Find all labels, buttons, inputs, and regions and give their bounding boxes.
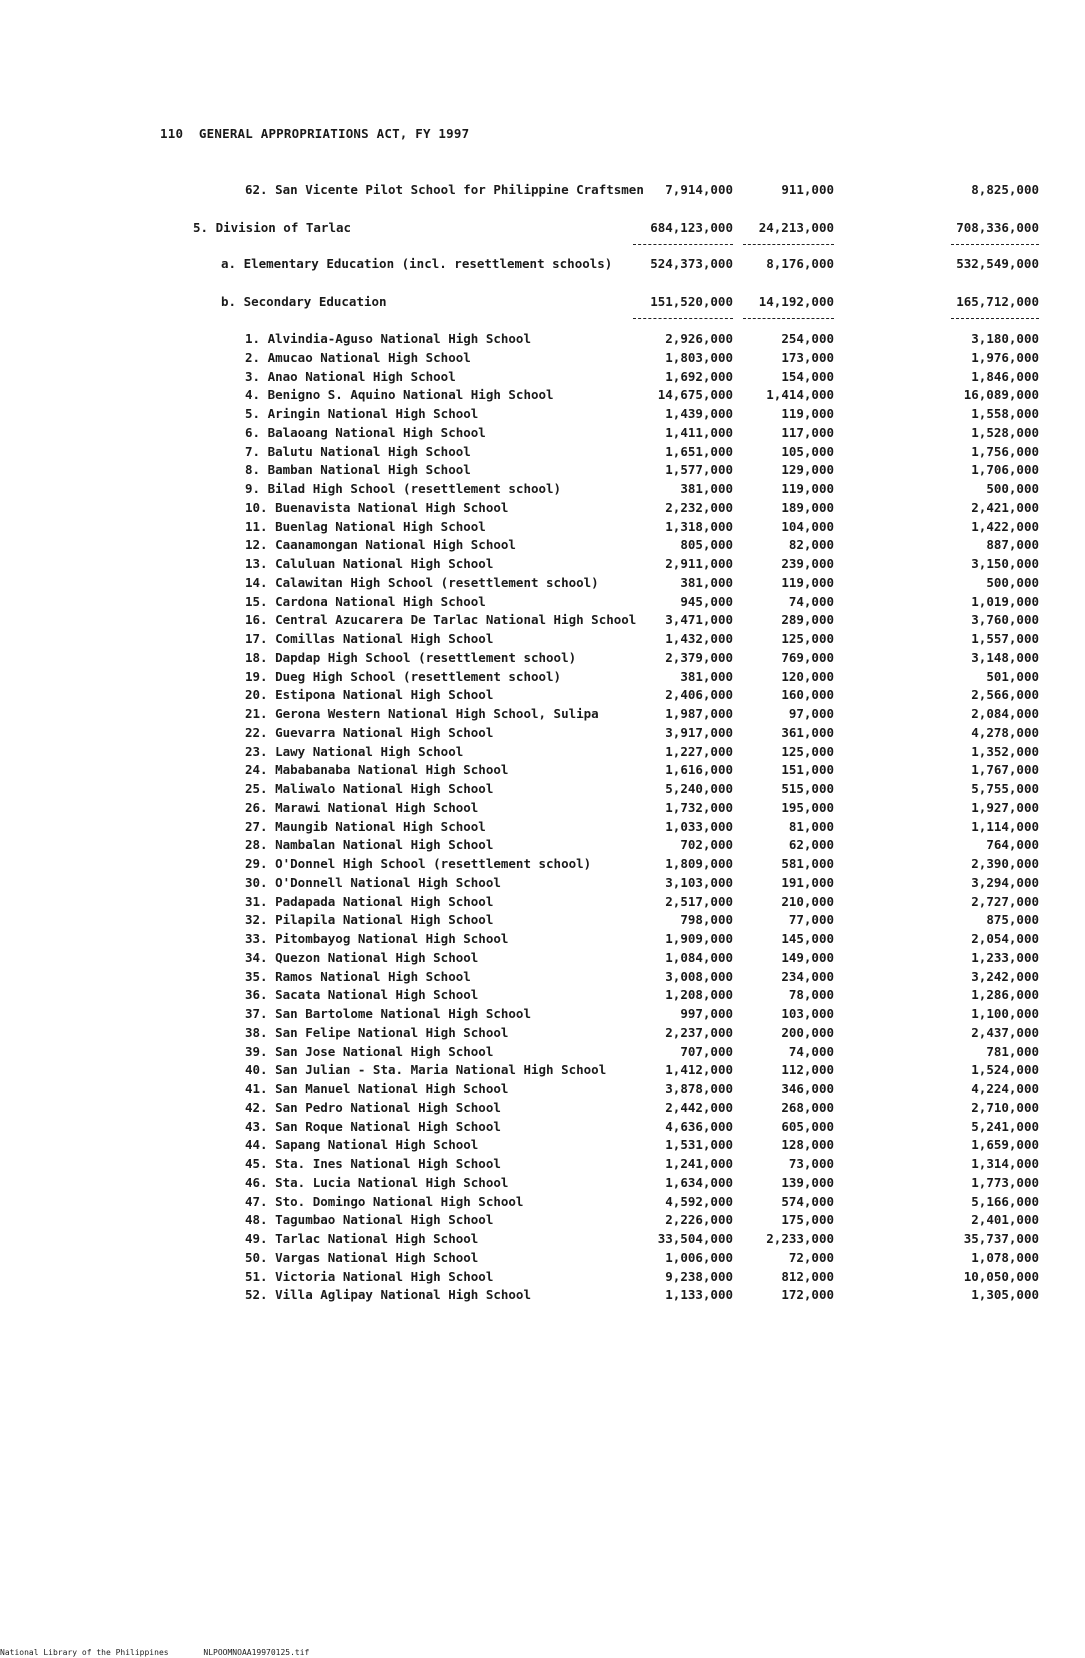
footer-file-id: NLPOOMNOAA19970125.tif bbox=[203, 1648, 310, 1657]
school-col3: 1,773,000 bbox=[971, 1174, 1039, 1190]
school-col3: 3,148,000 bbox=[971, 649, 1039, 665]
school-col1: 1,084,000 bbox=[665, 949, 733, 965]
school-col1: 1,133,000 bbox=[665, 1287, 733, 1303]
school-row bbox=[0, 462, 1085, 480]
school-col1: 798,000 bbox=[680, 912, 733, 928]
school-col1: 2,237,000 bbox=[665, 1024, 733, 1040]
secondary-row bbox=[0, 294, 1085, 312]
school-col3: 1,767,000 bbox=[971, 762, 1039, 778]
school-row bbox=[0, 631, 1085, 649]
school-label: 49. Tarlac National High School bbox=[245, 1231, 479, 1246]
school-col2: 289,000 bbox=[781, 612, 834, 628]
school-col3: 764,000 bbox=[986, 837, 1039, 853]
school-col2: 200,000 bbox=[781, 1024, 834, 1040]
school-col3: 10,050,000 bbox=[963, 1268, 1039, 1284]
school-col3: 1,100,000 bbox=[971, 1006, 1039, 1021]
school-col2: 234,000 bbox=[781, 968, 834, 984]
school-col3: 1,659,000 bbox=[971, 1137, 1039, 1153]
school-row bbox=[0, 762, 1085, 780]
elementary-row bbox=[0, 256, 1085, 274]
school-col1: 702,000 bbox=[680, 837, 733, 853]
school-col2: 125,000 bbox=[781, 631, 834, 646]
school-col1: 1,208,000 bbox=[665, 987, 733, 1003]
division-col2: 24,213,000 bbox=[758, 220, 834, 235]
school-row bbox=[0, 1062, 1085, 1080]
division-col3: 708,336,000 bbox=[956, 220, 1039, 235]
school-col1: 945,000 bbox=[680, 593, 733, 609]
school-label: 13. Caluluan National High School bbox=[245, 556, 494, 571]
school-col2: 361,000 bbox=[781, 724, 834, 740]
school-col1: 1,241,000 bbox=[665, 1156, 733, 1171]
school-label: 46. Sta. Lucia National High School bbox=[245, 1174, 509, 1190]
school-col3: 16,089,000 bbox=[963, 387, 1039, 403]
school-row bbox=[0, 350, 1085, 368]
school-col3: 2,084,000 bbox=[971, 706, 1039, 721]
school-label: 48. Tagumbao National High School bbox=[245, 1212, 494, 1228]
school-col2: 195,000 bbox=[781, 799, 834, 815]
school-label: 47. Sto. Domingo National High School bbox=[245, 1193, 524, 1209]
school-label: 31. Padapada National High School bbox=[245, 893, 494, 909]
school-col1: 707,000 bbox=[680, 1043, 733, 1059]
school-row bbox=[0, 744, 1085, 762]
school-label: 24. Mababanaba National High School bbox=[245, 762, 509, 778]
school-label: 20. Estipona National High School bbox=[245, 687, 494, 703]
school-col3: 5,755,000 bbox=[971, 781, 1039, 796]
school-col1: 1,439,000 bbox=[665, 406, 733, 421]
school-col3: 2,421,000 bbox=[971, 499, 1039, 515]
school-col1: 1,634,000 bbox=[665, 1174, 733, 1190]
school-row bbox=[0, 1119, 1085, 1137]
school-row bbox=[0, 519, 1085, 537]
school-col1: 2,442,000 bbox=[665, 1099, 733, 1115]
school-label: 10. Buenavista National High School bbox=[245, 499, 509, 515]
school-row bbox=[0, 594, 1085, 612]
school-col1: 1,227,000 bbox=[665, 743, 733, 759]
school-label: 27. Maungib National High School bbox=[245, 818, 486, 834]
school-label: 51. Victoria National High School bbox=[245, 1268, 494, 1284]
school-label: 33. Pitombayog National High School bbox=[245, 931, 509, 946]
school-col2: 1,414,000 bbox=[766, 387, 834, 403]
school-col2: 62,000 bbox=[788, 837, 834, 853]
school-row bbox=[0, 1025, 1085, 1043]
school-col3: 1,524,000 bbox=[971, 1062, 1039, 1078]
school-row bbox=[0, 1156, 1085, 1174]
school-col1: 2,517,000 bbox=[665, 893, 733, 909]
school-row bbox=[0, 706, 1085, 724]
secondary-col3: 165,712,000 bbox=[956, 294, 1039, 309]
school-col3: 3,760,000 bbox=[971, 612, 1039, 628]
school-label: 5. Aringin National High School bbox=[245, 406, 479, 421]
school-col2: 77,000 bbox=[788, 912, 834, 928]
school-row bbox=[0, 669, 1085, 687]
school-col1: 14,675,000 bbox=[657, 387, 733, 403]
school-label: 36. Sacata National High School bbox=[245, 987, 479, 1003]
school-col3: 1,927,000 bbox=[971, 799, 1039, 815]
school-label: 9. Bilad High School (resettlement school) bbox=[245, 481, 562, 496]
school-col3: 1,528,000 bbox=[971, 424, 1039, 440]
school-col3: 3,242,000 bbox=[971, 968, 1039, 984]
school-col1: 1,411,000 bbox=[665, 424, 733, 440]
school-col3: 5,241,000 bbox=[971, 1118, 1039, 1134]
school-col1: 33,504,000 bbox=[657, 1231, 733, 1246]
school-col3: 1,019,000 bbox=[971, 593, 1039, 609]
school-col1: 997,000 bbox=[680, 1006, 733, 1021]
school-col1: 1,318,000 bbox=[665, 518, 733, 534]
school-col3: 4,224,000 bbox=[971, 1081, 1039, 1096]
school-row bbox=[0, 556, 1085, 574]
elementary-label: a. Elementary Education (incl. resettlement schools) bbox=[221, 256, 613, 271]
school-col1: 9,238,000 bbox=[665, 1268, 733, 1284]
school-col2: 581,000 bbox=[781, 856, 834, 871]
school-row bbox=[0, 819, 1085, 837]
school-col1: 1,577,000 bbox=[665, 462, 733, 478]
school-col3: 500,000 bbox=[986, 481, 1039, 496]
school-col3: 3,180,000 bbox=[971, 331, 1039, 346]
school-col3: 875,000 bbox=[986, 912, 1039, 928]
school-col3: 1,558,000 bbox=[971, 406, 1039, 421]
school-col3: 1,314,000 bbox=[971, 1156, 1039, 1171]
school-col1: 3,878,000 bbox=[665, 1081, 733, 1096]
school-label: 23. Lawy National High School bbox=[245, 743, 464, 759]
school-col1: 2,926,000 bbox=[665, 331, 733, 346]
school-label: 12. Caanamongan National High School bbox=[245, 537, 516, 553]
school-row bbox=[0, 912, 1085, 930]
school-col3: 2,437,000 bbox=[971, 1024, 1039, 1040]
school-col1: 1,432,000 bbox=[665, 631, 733, 646]
school-col2: 173,000 bbox=[781, 349, 834, 365]
school-col1: 1,809,000 bbox=[665, 856, 733, 871]
school-col3: 5,166,000 bbox=[971, 1193, 1039, 1209]
school-col3: 1,706,000 bbox=[971, 462, 1039, 478]
school-label: 37. San Bartolome National High School bbox=[245, 1006, 531, 1021]
school-label: 35. Ramos National High School bbox=[245, 968, 471, 984]
school-col2: 105,000 bbox=[781, 443, 834, 459]
school-col2: 812,000 bbox=[781, 1268, 834, 1284]
school-col2: 254,000 bbox=[781, 331, 834, 346]
school-row bbox=[0, 1081, 1085, 1099]
school-label: 38. San Felipe National High School bbox=[245, 1024, 509, 1040]
school-label: 32. Pilapila National High School bbox=[245, 912, 494, 928]
secondary-col2: 14,192,000 bbox=[758, 294, 834, 309]
secondary-col1: 151,520,000 bbox=[650, 294, 733, 309]
school-col1: 3,103,000 bbox=[665, 874, 733, 890]
school-col2: 574,000 bbox=[781, 1193, 834, 1209]
elementary-col1: 524,373,000 bbox=[650, 256, 733, 271]
school-row bbox=[0, 687, 1085, 705]
school-col2: 119,000 bbox=[781, 406, 834, 421]
school-col2: 605,000 bbox=[781, 1118, 834, 1134]
school-col1: 1,803,000 bbox=[665, 349, 733, 365]
school-row bbox=[0, 481, 1085, 499]
top-item-row bbox=[0, 182, 1085, 200]
school-col1: 4,636,000 bbox=[665, 1118, 733, 1134]
school-col1: 1,616,000 bbox=[665, 762, 733, 778]
school-label: 16. Central Azucarera De Tarlac National High School bbox=[245, 612, 637, 628]
school-label: 1. Alvindia-Aguso National High School bbox=[245, 331, 531, 346]
division-label: 5. Division of Tarlac bbox=[193, 220, 352, 235]
school-col1: 1,909,000 bbox=[665, 931, 733, 946]
school-label: 3. Anao National High School bbox=[245, 368, 456, 384]
school-label: 30. O'Donnell National High School bbox=[245, 874, 501, 890]
school-row bbox=[0, 387, 1085, 405]
school-row bbox=[0, 875, 1085, 893]
school-label: 45. Sta. Ines National High School bbox=[245, 1156, 501, 1171]
school-col3: 2,390,000 bbox=[971, 856, 1039, 871]
school-col3: 1,756,000 bbox=[971, 443, 1039, 459]
school-col1: 1,033,000 bbox=[665, 818, 733, 834]
school-col3: 2,727,000 bbox=[971, 893, 1039, 909]
school-col3: 1,976,000 bbox=[971, 349, 1039, 365]
school-row bbox=[0, 856, 1085, 874]
item-col2: 911,000 bbox=[781, 182, 834, 197]
school-col2: 129,000 bbox=[781, 462, 834, 478]
school-row bbox=[0, 1100, 1085, 1118]
divider-col3 bbox=[951, 318, 1039, 319]
school-col3: 1,422,000 bbox=[971, 518, 1039, 534]
school-label: 14. Calawitan High School (resettlement school) bbox=[245, 574, 599, 590]
school-col2: 172,000 bbox=[781, 1287, 834, 1303]
school-col2: 117,000 bbox=[781, 424, 834, 440]
school-col2: 2,233,000 bbox=[766, 1231, 834, 1246]
school-col2: 175,000 bbox=[781, 1212, 834, 1228]
school-col3: 500,000 bbox=[986, 574, 1039, 590]
school-col1: 1,732,000 bbox=[665, 799, 733, 815]
school-col2: 125,000 bbox=[781, 743, 834, 759]
elementary-col3: 532,549,000 bbox=[956, 256, 1039, 271]
school-col3: 1,233,000 bbox=[971, 949, 1039, 965]
divider-col2 bbox=[743, 244, 834, 245]
school-col1: 1,987,000 bbox=[665, 706, 733, 721]
page-title: GENERAL APPROPRIATIONS ACT, FY 1997 bbox=[198, 126, 470, 141]
school-col1: 1,006,000 bbox=[665, 1249, 733, 1265]
school-col2: 239,000 bbox=[781, 556, 834, 571]
school-col2: 151,000 bbox=[781, 762, 834, 778]
school-row bbox=[0, 331, 1085, 349]
item-col1: 7,914,000 bbox=[665, 182, 733, 197]
school-col3: 887,000 bbox=[986, 537, 1039, 553]
school-col2: 97,000 bbox=[788, 706, 834, 721]
school-row bbox=[0, 1044, 1085, 1062]
school-row bbox=[0, 537, 1085, 555]
school-col2: 160,000 bbox=[781, 687, 834, 703]
school-label: 18. Dapdap High School (resettlement school) bbox=[245, 649, 577, 665]
school-row bbox=[0, 406, 1085, 424]
school-col2: 74,000 bbox=[788, 1043, 834, 1059]
item-col3: 8,825,000 bbox=[971, 182, 1039, 197]
school-col1: 5,240,000 bbox=[665, 781, 733, 796]
school-label: 17. Comillas National High School bbox=[245, 631, 494, 646]
school-col3: 501,000 bbox=[986, 668, 1039, 684]
school-col3: 4,278,000 bbox=[971, 724, 1039, 740]
page-header bbox=[160, 126, 469, 141]
school-col3: 3,294,000 bbox=[971, 874, 1039, 890]
school-row bbox=[0, 369, 1085, 387]
school-col2: 74,000 bbox=[788, 593, 834, 609]
school-col3: 1,114,000 bbox=[971, 818, 1039, 834]
school-col1: 805,000 bbox=[680, 537, 733, 553]
school-col3: 1,352,000 bbox=[971, 743, 1039, 759]
footer bbox=[0, 1648, 339, 1657]
school-label: 15. Cardona National High School bbox=[245, 593, 486, 609]
school-row bbox=[0, 1269, 1085, 1287]
school-row bbox=[0, 931, 1085, 949]
school-label: 39. San Jose National High School bbox=[245, 1043, 494, 1059]
school-col2: 149,000 bbox=[781, 949, 834, 965]
school-col3: 35,737,000 bbox=[963, 1231, 1039, 1246]
school-row bbox=[0, 650, 1085, 668]
school-label: 52. Villa Aglipay National High School bbox=[245, 1287, 531, 1303]
footer-library: National Library of the Philippines bbox=[0, 1648, 169, 1657]
school-col1: 2,911,000 bbox=[665, 556, 733, 571]
school-col1: 2,226,000 bbox=[665, 1212, 733, 1228]
school-col2: 103,000 bbox=[781, 1006, 834, 1021]
school-col1: 3,917,000 bbox=[665, 724, 733, 740]
school-col2: 128,000 bbox=[781, 1137, 834, 1153]
school-col1: 1,651,000 bbox=[665, 443, 733, 459]
school-label: 43. San Roque National High School bbox=[245, 1118, 501, 1134]
school-col2: 769,000 bbox=[781, 649, 834, 665]
school-label: 40. San Julian - Sta. Maria National High School bbox=[245, 1062, 607, 1078]
school-label: 21. Gerona Western National High School, Sulipa bbox=[245, 706, 599, 721]
school-col3: 3,150,000 bbox=[971, 556, 1039, 571]
divider-col2 bbox=[743, 318, 834, 319]
school-label: 50. Vargas National High School bbox=[245, 1249, 479, 1265]
school-label: 25. Maliwalo National High School bbox=[245, 781, 494, 796]
school-col2: 189,000 bbox=[781, 499, 834, 515]
school-col1: 3,008,000 bbox=[665, 968, 733, 984]
school-col2: 72,000 bbox=[788, 1249, 834, 1265]
school-col2: 112,000 bbox=[781, 1062, 834, 1078]
school-col2: 120,000 bbox=[781, 668, 834, 684]
division-row bbox=[0, 220, 1085, 238]
school-col1: 381,000 bbox=[680, 668, 733, 684]
school-label: 42. San Pedro National High School bbox=[245, 1099, 501, 1115]
school-col2: 139,000 bbox=[781, 1174, 834, 1190]
school-col1: 381,000 bbox=[680, 481, 733, 496]
school-col1: 1,692,000 bbox=[665, 368, 733, 384]
school-row bbox=[0, 950, 1085, 968]
school-row bbox=[0, 1175, 1085, 1193]
school-col2: 210,000 bbox=[781, 893, 834, 909]
school-col1: 4,592,000 bbox=[665, 1193, 733, 1209]
school-label: 29. O'Donnel High School (resettlement school) bbox=[245, 856, 592, 871]
school-label: 8. Bamban National High School bbox=[245, 462, 471, 478]
school-col1: 2,232,000 bbox=[665, 499, 733, 515]
school-row bbox=[0, 500, 1085, 518]
school-col2: 119,000 bbox=[781, 574, 834, 590]
school-row bbox=[0, 425, 1085, 443]
elementary-col2: 8,176,000 bbox=[766, 256, 834, 271]
school-col2: 119,000 bbox=[781, 481, 834, 496]
school-label: 11. Buenlag National High School bbox=[245, 518, 486, 534]
school-row bbox=[0, 444, 1085, 462]
school-row bbox=[0, 1231, 1085, 1249]
school-col3: 1,846,000 bbox=[971, 368, 1039, 384]
school-col2: 191,000 bbox=[781, 874, 834, 890]
school-col2: 154,000 bbox=[781, 368, 834, 384]
school-row bbox=[0, 1137, 1085, 1155]
school-col3: 2,710,000 bbox=[971, 1099, 1039, 1115]
school-row bbox=[0, 987, 1085, 1005]
school-row bbox=[0, 781, 1085, 799]
school-col2: 81,000 bbox=[788, 818, 834, 834]
divider-col1 bbox=[633, 244, 733, 245]
school-row bbox=[0, 1250, 1085, 1268]
school-col3: 2,054,000 bbox=[971, 931, 1039, 946]
school-col2: 268,000 bbox=[781, 1099, 834, 1115]
school-col3: 1,078,000 bbox=[971, 1249, 1039, 1265]
school-row bbox=[0, 1287, 1085, 1305]
school-row bbox=[0, 800, 1085, 818]
school-col1: 381,000 bbox=[680, 574, 733, 590]
school-col3: 2,566,000 bbox=[971, 687, 1039, 703]
school-row bbox=[0, 894, 1085, 912]
school-col3: 781,000 bbox=[986, 1043, 1039, 1059]
page-number: 110 bbox=[160, 126, 184, 141]
school-col3: 2,401,000 bbox=[971, 1212, 1039, 1228]
school-row bbox=[0, 575, 1085, 593]
school-col3: 1,557,000 bbox=[971, 631, 1039, 646]
school-label: 6. Balaoang National High School bbox=[245, 424, 486, 440]
school-row bbox=[0, 1194, 1085, 1212]
school-label: 28. Nambalan National High School bbox=[245, 837, 494, 853]
school-row bbox=[0, 837, 1085, 855]
school-label: 7. Balutu National High School bbox=[245, 443, 471, 459]
item-label: 62. San Vicente Pilot School for Philippine Craftsmen bbox=[245, 182, 644, 197]
school-label: 2. Amucao National High School bbox=[245, 349, 471, 365]
school-col1: 1,412,000 bbox=[665, 1062, 733, 1078]
divider-col1 bbox=[633, 318, 733, 319]
secondary-label: b. Secondary Education bbox=[221, 294, 387, 309]
school-col1: 2,406,000 bbox=[665, 687, 733, 703]
school-label: 26. Marawi National High School bbox=[245, 799, 479, 815]
school-col2: 78,000 bbox=[788, 987, 834, 1003]
school-col2: 104,000 bbox=[781, 518, 834, 534]
school-col2: 145,000 bbox=[781, 931, 834, 946]
school-label: 34. Quezon National High School bbox=[245, 949, 479, 965]
school-label: 4. Benigno S. Aquino National High School bbox=[245, 387, 554, 403]
divider-col3 bbox=[951, 244, 1039, 245]
school-col2: 346,000 bbox=[781, 1081, 834, 1096]
school-col2: 515,000 bbox=[781, 781, 834, 796]
school-col1: 2,379,000 bbox=[665, 649, 733, 665]
school-row bbox=[0, 612, 1085, 630]
school-col2: 82,000 bbox=[788, 537, 834, 553]
school-label: 22. Guevarra National High School bbox=[245, 724, 494, 740]
school-col2: 73,000 bbox=[788, 1156, 834, 1171]
school-row bbox=[0, 1212, 1085, 1230]
school-col3: 1,286,000 bbox=[971, 987, 1039, 1003]
school-col3: 1,305,000 bbox=[971, 1287, 1039, 1303]
school-row bbox=[0, 1006, 1085, 1024]
school-row bbox=[0, 969, 1085, 987]
school-label: 44. Sapang National High School bbox=[245, 1137, 479, 1153]
school-label: 41. San Manuel National High School bbox=[245, 1081, 509, 1096]
division-col1: 684,123,000 bbox=[650, 220, 733, 235]
school-col1: 1,531,000 bbox=[665, 1137, 733, 1153]
school-col1: 3,471,000 bbox=[665, 612, 733, 628]
school-row bbox=[0, 725, 1085, 743]
school-label: 19. Dueg High School (resettlement school) bbox=[245, 668, 562, 684]
